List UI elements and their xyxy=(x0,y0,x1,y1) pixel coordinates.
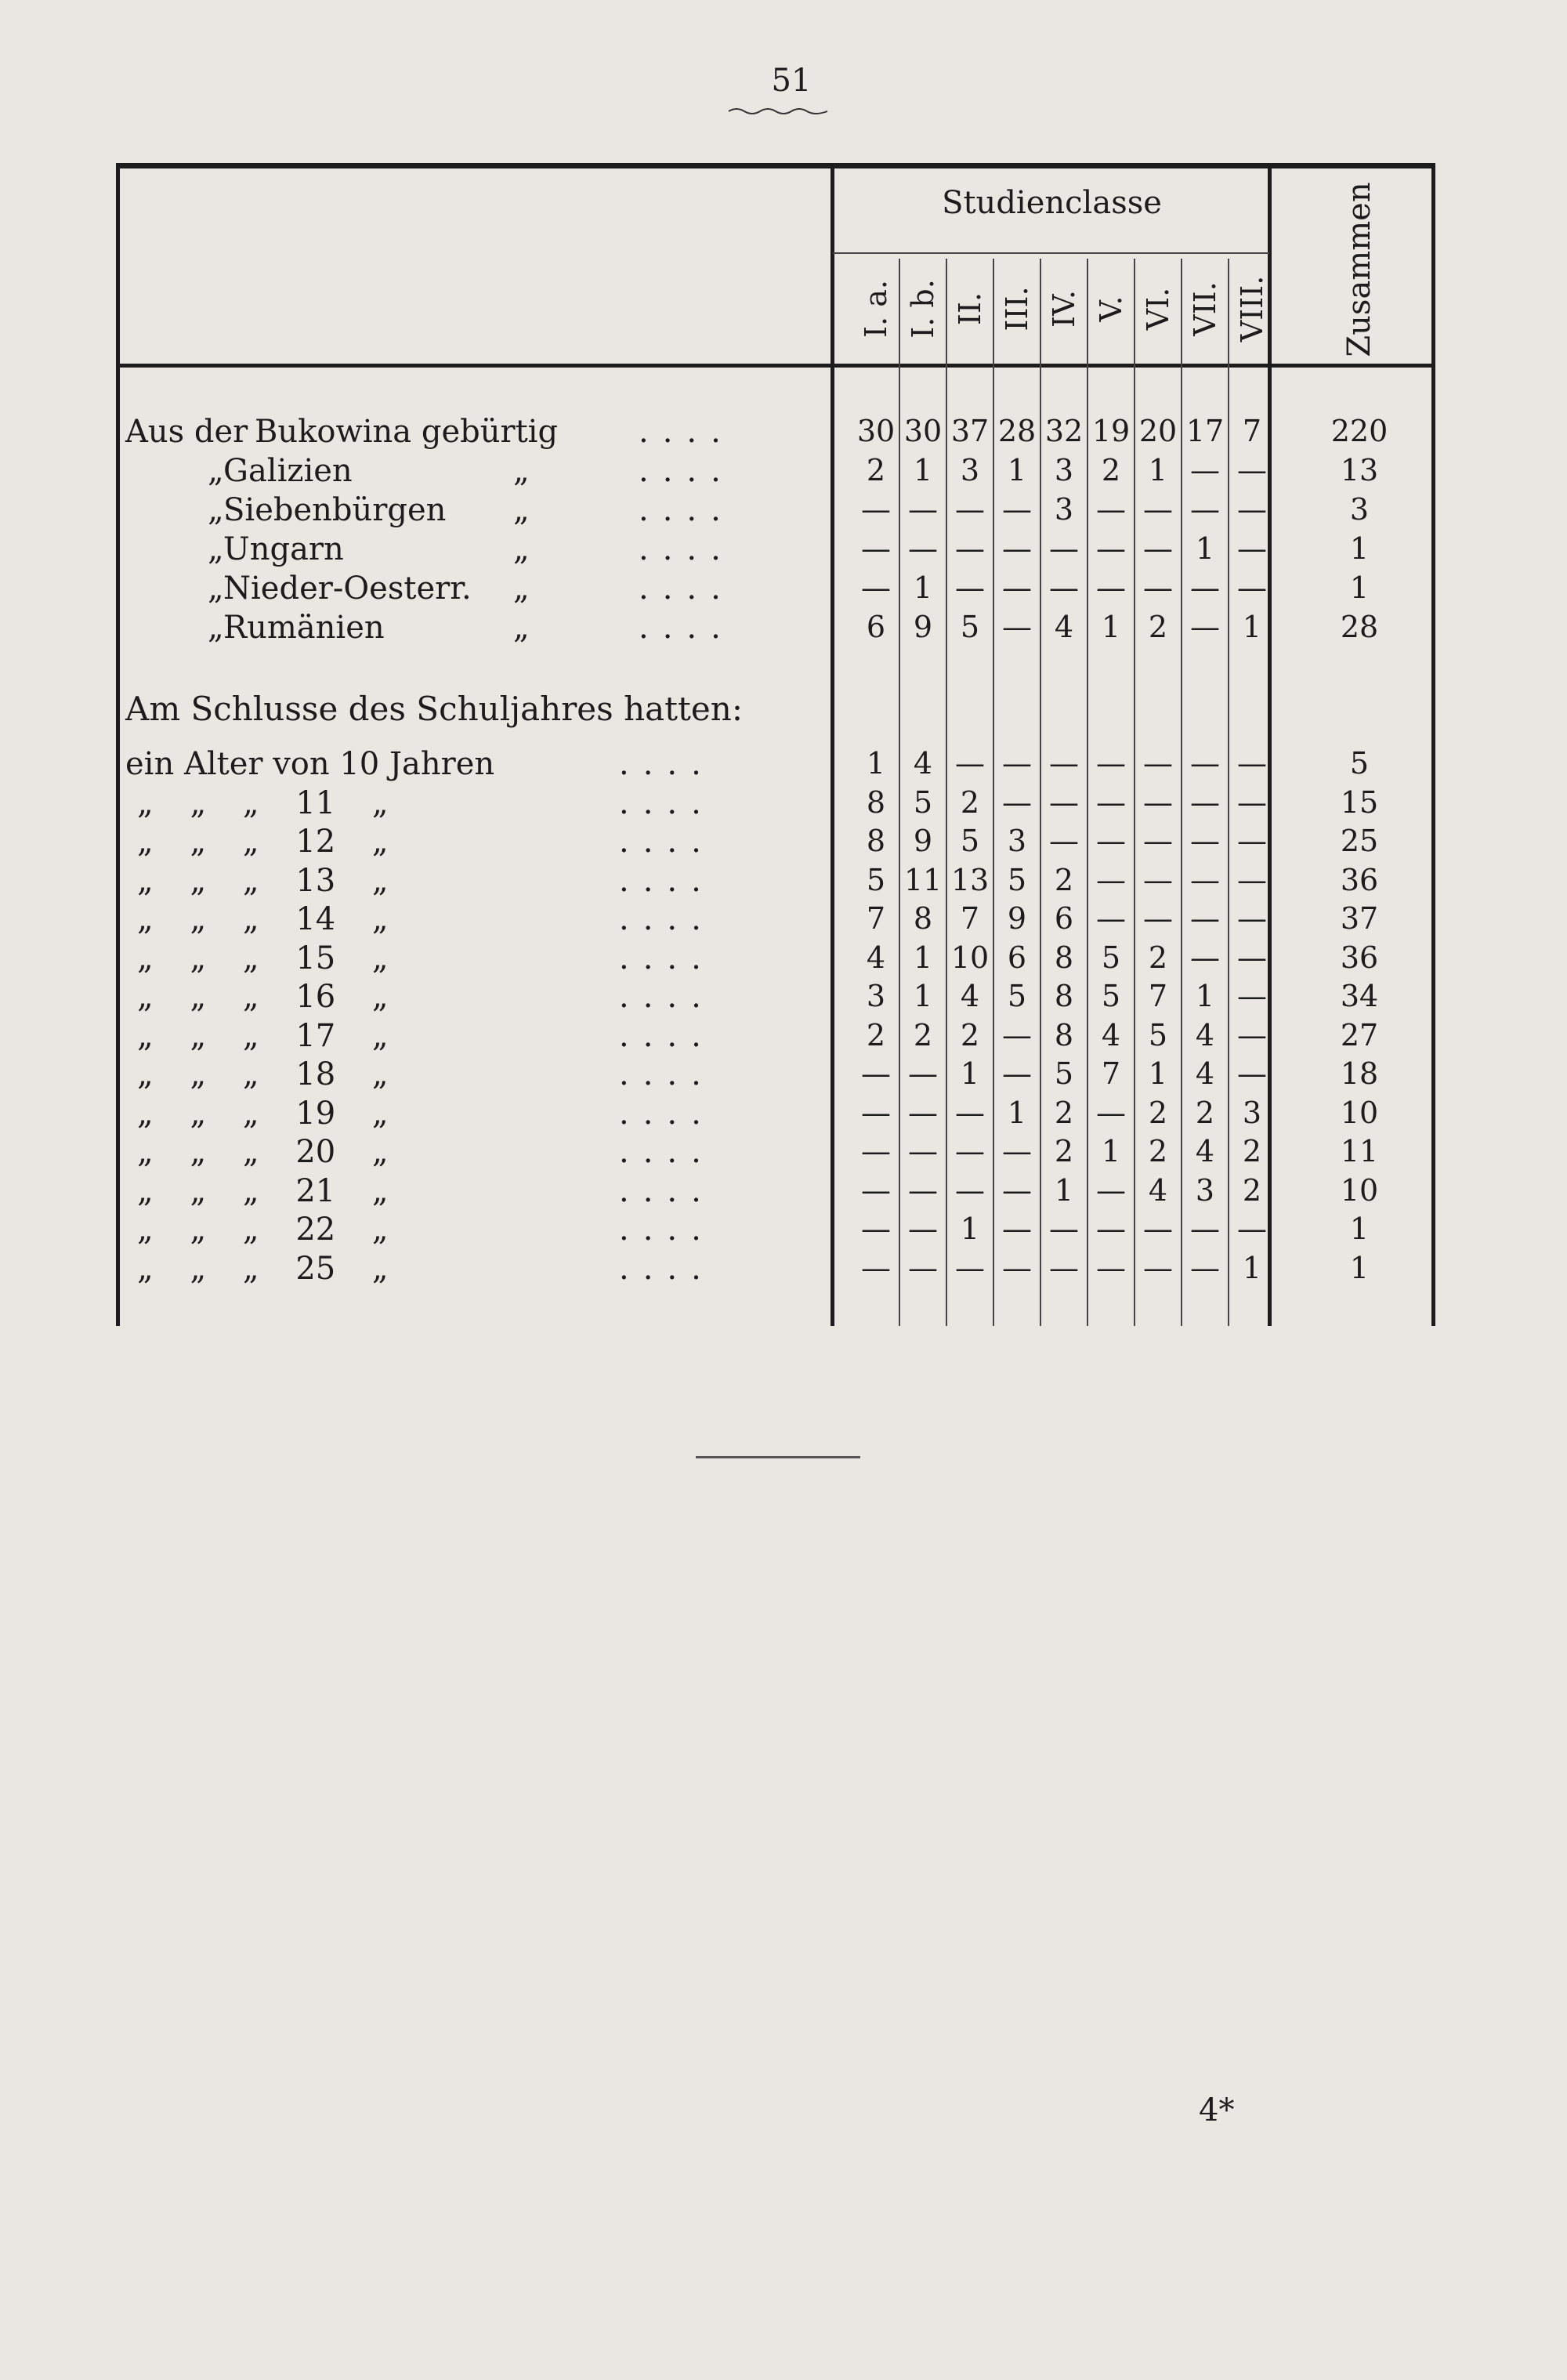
table-cell: — xyxy=(1190,1251,1220,1285)
row-total: 1 xyxy=(1349,571,1370,605)
birthplace-prefix: „ xyxy=(208,453,224,489)
table-cell: 3 xyxy=(1195,1173,1215,1208)
age-label: ein Alter von 10 Jahren xyxy=(125,746,495,782)
birthplace-prefix: „ xyxy=(208,610,224,646)
table-cell: — xyxy=(1096,1212,1126,1246)
row-total: 1 xyxy=(1349,531,1370,566)
table-cell: 1 xyxy=(913,979,933,1013)
row-total: 10 xyxy=(1340,1096,1379,1130)
age-label: „ „ „ 19 „ xyxy=(137,1096,389,1132)
leader-dots: .... xyxy=(619,824,715,860)
table-cell: — xyxy=(1096,746,1126,781)
age-label: „ „ „ 21 „ xyxy=(137,1173,389,1209)
table-cell: — xyxy=(1002,746,1032,781)
table-cell: — xyxy=(861,571,891,605)
age-label: „ „ „ 18 „ xyxy=(137,1056,389,1092)
table-cell: 1 xyxy=(1007,453,1027,487)
table-cell: 3 xyxy=(866,979,886,1013)
table-cell: — xyxy=(908,492,938,527)
table-cell: — xyxy=(1190,901,1220,936)
table-cell: — xyxy=(1049,746,1079,781)
leader-dots: .... xyxy=(639,414,735,450)
ornamental-rule xyxy=(727,107,829,116)
table-cell: 7 xyxy=(960,901,980,936)
ditto-mark: „ xyxy=(513,492,530,528)
table-cell: 3 xyxy=(1054,453,1074,487)
table-cell: — xyxy=(1002,492,1032,527)
table-cell: — xyxy=(1190,571,1220,605)
table-cell: 30 xyxy=(856,414,896,448)
table-cell: 5 xyxy=(1054,1056,1074,1091)
table-cell: 1 xyxy=(866,746,886,781)
table-cell: 1 xyxy=(960,1056,980,1091)
table-cell: 3 xyxy=(1242,1096,1262,1130)
age-label: „ „ „ 20 „ xyxy=(137,1134,389,1170)
table-cell: — xyxy=(1096,1096,1126,1130)
birthplace-label: Galizien xyxy=(223,453,353,489)
age-label: „ „ „ 11 „ xyxy=(137,785,389,821)
class-header: VII. xyxy=(1188,281,1222,336)
table-cell: — xyxy=(1002,610,1032,644)
sheet-signature: 4* xyxy=(1199,2092,1235,2128)
ditto-mark: „ xyxy=(513,531,530,567)
table-cell: — xyxy=(1143,901,1173,936)
page-number: 51 xyxy=(771,63,812,99)
table-cell: — xyxy=(955,1096,985,1130)
table-cell: — xyxy=(1143,531,1173,566)
leader-dots: .... xyxy=(639,531,735,567)
table-cell: — xyxy=(1143,1251,1173,1285)
table-cell: 4 xyxy=(866,940,886,975)
table-cell: 2 xyxy=(1195,1096,1215,1130)
table-cell: — xyxy=(1049,824,1079,858)
leader-dots: .... xyxy=(639,453,735,489)
birthplace-label: Rumänien xyxy=(223,610,385,646)
table-cell: 1 xyxy=(1148,453,1168,487)
table-cell: 1 xyxy=(1101,1134,1121,1168)
table-cell: — xyxy=(908,531,938,566)
table-cell: — xyxy=(908,1096,938,1130)
table-cell: — xyxy=(1237,940,1267,975)
table-cell: — xyxy=(955,1173,985,1208)
section-title: Am Schlusse des Schuljahres hatten: xyxy=(125,690,743,728)
table-cell: 5 xyxy=(1101,940,1121,975)
row-total: 27 xyxy=(1340,1018,1379,1052)
table-cell: 8 xyxy=(866,824,886,858)
table-cell: 2 xyxy=(1148,1134,1168,1168)
birthplace-label: Ungarn xyxy=(223,531,344,567)
group-header: Studienclasse xyxy=(942,185,1162,221)
table-cell: — xyxy=(861,1173,891,1208)
table-cell: — xyxy=(908,1134,938,1168)
table-cell: 9 xyxy=(913,610,933,644)
table-cell: — xyxy=(908,1173,938,1208)
table-cell: — xyxy=(908,1212,938,1246)
ditto-mark: „ xyxy=(513,571,530,607)
table-cell: 5 xyxy=(1007,863,1027,897)
table-cell: 2 xyxy=(1101,453,1121,487)
table-cell: 1 xyxy=(1007,1096,1027,1130)
table-cell: — xyxy=(1237,901,1267,936)
row-total: 28 xyxy=(1340,610,1379,644)
table-cell: — xyxy=(1096,492,1126,527)
birthplace-prefix: Aus der xyxy=(125,414,248,450)
table-cell: 9 xyxy=(1007,901,1027,936)
table-cell: — xyxy=(1096,824,1126,858)
leader-dots: .... xyxy=(619,1134,715,1170)
table-cell: — xyxy=(1143,1212,1173,1246)
age-label: „ „ „ 22 „ xyxy=(137,1212,389,1248)
table-cell: 7 xyxy=(1101,1056,1121,1091)
table-cell: 2 xyxy=(1054,1096,1074,1130)
table-cell: 1 xyxy=(1242,610,1262,644)
table-cell: 4 xyxy=(1195,1018,1215,1052)
birthplace-prefix: „ xyxy=(208,571,224,607)
table-cell: 17 xyxy=(1185,414,1225,448)
ditto-mark: „ xyxy=(513,453,530,489)
table-cell: 2 xyxy=(1148,610,1168,644)
table-cell: — xyxy=(908,1056,938,1091)
row-total: 34 xyxy=(1340,979,1379,1013)
table-cell: — xyxy=(1096,1173,1126,1208)
class-header: VIII. xyxy=(1235,275,1269,342)
age-label: „ „ „ 13 „ xyxy=(137,863,389,899)
class-header: IV. xyxy=(1047,290,1081,328)
table-cell: 5 xyxy=(960,824,980,858)
table-cell: — xyxy=(1096,901,1126,936)
birthplace-label: Bukowina gebürtig xyxy=(255,414,559,450)
total-header: Zusammen xyxy=(1341,182,1377,357)
table-cell: 4 xyxy=(1148,1173,1168,1208)
birthplace-prefix: „ xyxy=(208,492,224,528)
leader-dots: .... xyxy=(619,1251,715,1287)
class-header: VI. xyxy=(1141,287,1175,331)
table-cell: — xyxy=(1237,492,1267,527)
table-cell: 4 xyxy=(1195,1134,1215,1168)
table-cell: 1 xyxy=(1054,1173,1074,1208)
table-cell: — xyxy=(1049,531,1079,566)
table-cell: 1 xyxy=(1195,531,1215,566)
table-cell: — xyxy=(1237,571,1267,605)
table-cell: 6 xyxy=(1007,940,1027,975)
leader-dots: .... xyxy=(619,863,715,899)
table-cell: — xyxy=(955,1134,985,1168)
table-cell: 8 xyxy=(913,901,933,936)
table-cell: — xyxy=(1237,979,1267,1013)
table-cell: 7 xyxy=(866,901,886,936)
table-cell: 28 xyxy=(997,414,1037,448)
table-cell: 4 xyxy=(960,979,980,1013)
table-cell: — xyxy=(1143,785,1173,820)
table-cell: — xyxy=(1237,824,1267,858)
table-cell: — xyxy=(908,1251,938,1285)
table-cell: — xyxy=(1190,610,1220,644)
table-cell: — xyxy=(1049,571,1079,605)
class-header: II. xyxy=(953,292,987,326)
row-total: 36 xyxy=(1340,940,1379,975)
table-cell: 1 xyxy=(960,1212,980,1246)
table-cell: 8 xyxy=(1054,1018,1074,1052)
leader-dots: .... xyxy=(619,1212,715,1248)
table-cell: — xyxy=(955,571,985,605)
table-cell: — xyxy=(1096,531,1126,566)
class-header: III. xyxy=(1000,286,1034,331)
table-cell: 5 xyxy=(1007,979,1027,1013)
table-cell: 7 xyxy=(1148,979,1168,1013)
age-label: „ „ „ 16 „ xyxy=(137,979,389,1015)
leader-dots: .... xyxy=(619,1018,715,1054)
leader-dots: .... xyxy=(639,571,735,607)
table-cell: — xyxy=(1237,746,1267,781)
table-cell: 6 xyxy=(1054,901,1074,936)
leader-dots: .... xyxy=(619,785,715,821)
table-cell: — xyxy=(1237,531,1267,566)
table-cell: 8 xyxy=(1054,979,1074,1013)
row-total: 1 xyxy=(1349,1212,1370,1246)
row-total: 10 xyxy=(1340,1173,1379,1208)
birthplace-label: Nieder-Oesterr. xyxy=(223,571,472,607)
table-cell: 1 xyxy=(913,571,933,605)
table-cell: — xyxy=(1049,1212,1079,1246)
table-cell: 8 xyxy=(1054,940,1074,975)
table-cell: 1 xyxy=(913,940,933,975)
age-label: „ „ „ 12 „ xyxy=(137,824,389,860)
table-cell: 1 xyxy=(913,453,933,487)
table-cell: — xyxy=(1143,824,1173,858)
leader-dots: .... xyxy=(619,979,715,1015)
class-header: I. a. xyxy=(859,280,893,338)
class-header: V. xyxy=(1094,295,1128,322)
table-cell: — xyxy=(1143,746,1173,781)
table-cell: — xyxy=(1002,1018,1032,1052)
table-cell: — xyxy=(1190,492,1220,527)
table-cell: 2 xyxy=(1054,1134,1074,1168)
table-cell: — xyxy=(1002,785,1032,820)
table-cell: — xyxy=(1096,863,1126,897)
table-cell: 37 xyxy=(950,414,990,448)
table-cell: — xyxy=(861,492,891,527)
leader-dots: .... xyxy=(619,1056,715,1092)
table-cell: 3 xyxy=(1007,824,1027,858)
table-cell: 2 xyxy=(866,453,886,487)
table-cell: — xyxy=(1002,571,1032,605)
table-cell: 2 xyxy=(1148,940,1168,975)
table-cell: — xyxy=(955,492,985,527)
table-cell: 2 xyxy=(960,785,980,820)
table-cell: — xyxy=(955,531,985,566)
table-cell: — xyxy=(1049,1251,1079,1285)
table-cell: 9 xyxy=(913,824,933,858)
birthplace-prefix: „ xyxy=(208,531,224,567)
table-cell: — xyxy=(1002,1212,1032,1246)
table-cell: 8 xyxy=(866,785,886,820)
table-cell: — xyxy=(1002,1134,1032,1168)
table-cell: 6 xyxy=(866,610,886,644)
age-label: „ „ „ 17 „ xyxy=(137,1018,389,1054)
table-cell: 10 xyxy=(950,940,990,975)
table-cell: 2 xyxy=(1242,1134,1262,1168)
leader-dots: .... xyxy=(639,610,735,646)
table-cell: 3 xyxy=(960,453,980,487)
table-cell: — xyxy=(1143,492,1173,527)
table-cell: 2 xyxy=(866,1018,886,1052)
row-total: 37 xyxy=(1340,901,1379,936)
row-total: 36 xyxy=(1340,863,1379,897)
table-cell: — xyxy=(861,1134,891,1168)
table-cell: 2 xyxy=(1242,1173,1262,1208)
table-cell: 32 xyxy=(1044,414,1084,448)
table-cell: — xyxy=(1190,453,1220,487)
table-cell: 2 xyxy=(913,1018,933,1052)
table-cell: — xyxy=(1237,863,1267,897)
birthplace-label: Siebenbürgen xyxy=(223,492,447,528)
table-cell: — xyxy=(861,1056,891,1091)
table-cell: 1 xyxy=(1148,1056,1168,1091)
table-cell: — xyxy=(861,1212,891,1246)
row-total: 5 xyxy=(1349,746,1370,781)
closing-rule xyxy=(696,1456,860,1458)
table-cell: — xyxy=(1190,1212,1220,1246)
table-cell: 5 xyxy=(1101,979,1121,1013)
table-cell: — xyxy=(1237,1018,1267,1052)
table-cell: — xyxy=(1002,1056,1032,1091)
table-cell: — xyxy=(1190,785,1220,820)
leader-dots: .... xyxy=(619,940,715,976)
table-cell: 2 xyxy=(1148,1096,1168,1130)
table-cell: 4 xyxy=(1101,1018,1121,1052)
table-cell: 5 xyxy=(866,863,886,897)
table-cell: 19 xyxy=(1091,414,1131,448)
row-total: 13 xyxy=(1340,453,1379,487)
row-total: 1 xyxy=(1349,1251,1370,1285)
table-cell: 1 xyxy=(1101,610,1121,644)
table-cell: 13 xyxy=(950,863,990,897)
table-cell: 2 xyxy=(1054,863,1074,897)
row-total: 11 xyxy=(1340,1134,1379,1168)
table-cell: — xyxy=(1096,571,1126,605)
table-cell: — xyxy=(1237,785,1267,820)
age-label: „ „ „ 25 „ xyxy=(137,1251,389,1287)
leader-dots: .... xyxy=(619,1096,715,1132)
row-total: 15 xyxy=(1340,785,1379,820)
table-cell: — xyxy=(1237,453,1267,487)
table-cell: — xyxy=(1049,785,1079,820)
row-total: 220 xyxy=(1330,414,1388,448)
ditto-mark: „ xyxy=(513,610,530,646)
table-cell: — xyxy=(1096,1251,1126,1285)
leader-dots: .... xyxy=(619,901,715,937)
class-header: I. b. xyxy=(906,279,940,339)
table-cell: — xyxy=(1190,824,1220,858)
age-label: „ „ „ 14 „ xyxy=(137,901,389,937)
table-cell: — xyxy=(1002,1173,1032,1208)
table-cell: 11 xyxy=(903,863,943,897)
table-cell: — xyxy=(1237,1212,1267,1246)
table-cell: 4 xyxy=(1054,610,1074,644)
table-cell: — xyxy=(861,1096,891,1130)
label-column-divider xyxy=(831,168,834,1326)
table-cell: — xyxy=(1237,1056,1267,1091)
table-cell: 30 xyxy=(903,414,943,448)
leader-dots: .... xyxy=(639,492,735,528)
table-cell: 5 xyxy=(1148,1018,1168,1052)
table-cell: — xyxy=(955,746,985,781)
table-cell: 5 xyxy=(960,610,980,644)
table-cell: 2 xyxy=(960,1018,980,1052)
table-cell: 7 xyxy=(1242,414,1262,448)
table-cell: 20 xyxy=(1138,414,1178,448)
table-cell: — xyxy=(1190,746,1220,781)
table-cell: — xyxy=(1143,863,1173,897)
table-cell: 4 xyxy=(913,746,933,781)
table-cell: — xyxy=(955,1251,985,1285)
table-cell: 3 xyxy=(1054,492,1074,527)
row-total: 18 xyxy=(1340,1056,1379,1091)
table-cell: 1 xyxy=(1195,979,1215,1013)
table-cell: — xyxy=(1096,785,1126,820)
table-cell: — xyxy=(1190,863,1220,897)
table-cell: — xyxy=(1190,940,1220,975)
table-cell: 5 xyxy=(913,785,933,820)
table-cell: — xyxy=(861,531,891,566)
row-total: 3 xyxy=(1349,492,1370,527)
leader-dots: .... xyxy=(619,1173,715,1209)
leader-dots: .... xyxy=(619,746,715,782)
row-total: 25 xyxy=(1340,824,1379,858)
table-cell: 4 xyxy=(1195,1056,1215,1091)
age-label: „ „ „ 15 „ xyxy=(137,940,389,976)
table-cell: — xyxy=(1143,571,1173,605)
table-cell: 1 xyxy=(1242,1251,1262,1285)
table-cell: — xyxy=(861,1251,891,1285)
table-cell: — xyxy=(1002,531,1032,566)
table-cell: — xyxy=(1002,1251,1032,1285)
